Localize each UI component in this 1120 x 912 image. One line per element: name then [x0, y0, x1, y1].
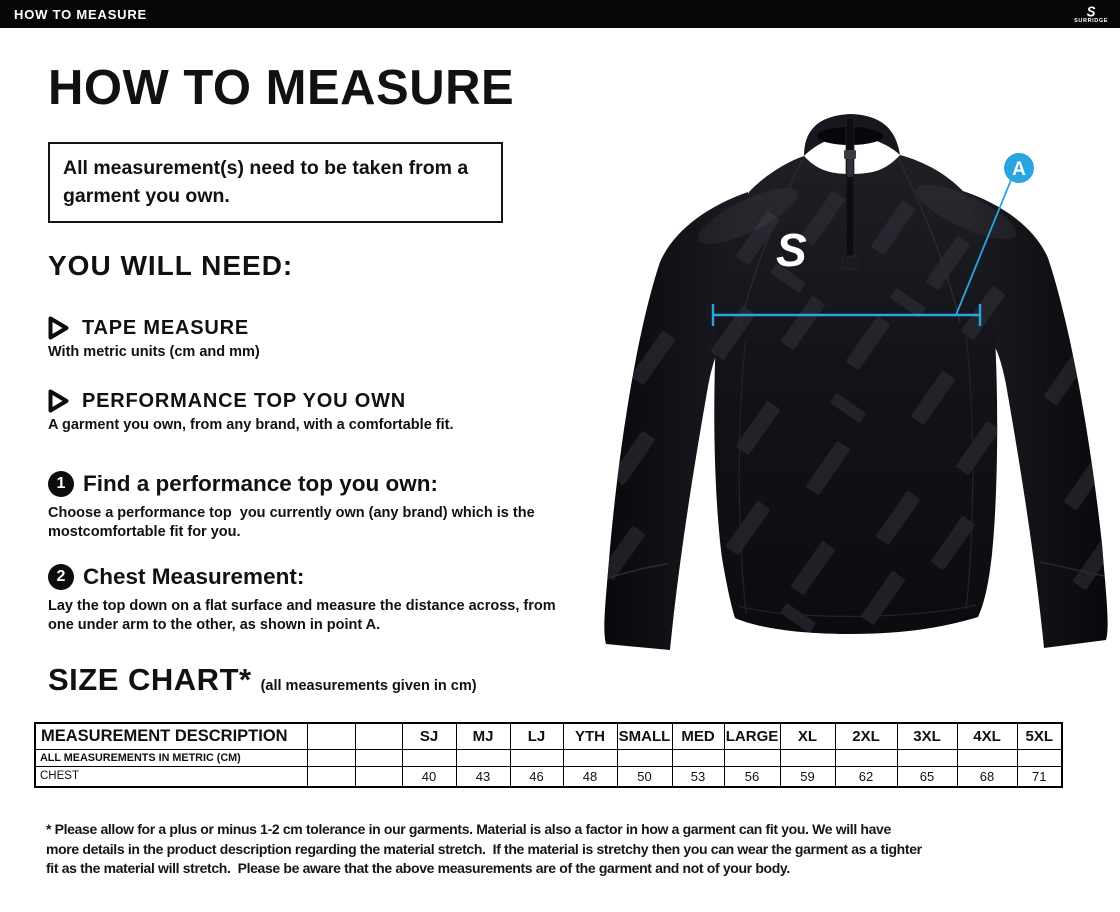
measurement-note: All measurement(s) need to be taken from a garment you own. [48, 142, 503, 223]
col-header-4xl: 4XL [957, 723, 1017, 750]
you-will-need-heading: YOU WILL NEED: [48, 250, 294, 281]
blank-cell [724, 750, 780, 767]
chest-value-mj: 43 [456, 767, 510, 788]
need-item-performance-top [48, 389, 454, 433]
blank-cell [617, 750, 672, 767]
need-item-tape-measure [48, 316, 260, 360]
col-header-description: MEASUREMENT DESCRIPTION [35, 723, 307, 750]
col-header-small: SMALL [617, 723, 672, 750]
col-header-sj: SJ [402, 723, 456, 750]
chest-value-med: 53 [672, 767, 724, 788]
surridge-logo [1074, 5, 1108, 25]
chest-value-lj: 46 [510, 767, 563, 788]
surridge-chest-logo-icon: S [776, 224, 807, 276]
triangle-bullet-icon [48, 316, 69, 340]
chest-value-large: 56 [724, 767, 780, 788]
blank-cell [456, 750, 510, 767]
step-1 [48, 471, 588, 542]
performance-top-image [598, 98, 1120, 670]
step-2 [48, 564, 588, 635]
step-1-number-badge: 1 [48, 471, 74, 497]
triangle-bullet-icon [48, 389, 69, 413]
blank-cell [1017, 750, 1062, 767]
chest-value-sj: 40 [402, 767, 456, 788]
blank-cell [897, 750, 957, 767]
col-header-blank-1 [307, 723, 355, 750]
blank-cell [402, 750, 456, 767]
step-1-title: Find a performance top you own: [83, 471, 439, 496]
size-chart-heading [48, 662, 477, 698]
tolerance-footnote: * Please allow for a plus or minus 1-2 cm tolerance in our garments. Material is also a factor in how a garment can fit you. We will have more details in the product description regarding the material stretch. If the material is stretchy then you can wear the garment as a tighter fit as the material will stretch. Please be aware that the above measurements are of the garment and not of your body. [46, 821, 926, 877]
size-chart-title: SIZE CHART* [48, 662, 252, 697]
chest-row [35, 767, 1062, 788]
step-2-number-badge: 2 [48, 564, 74, 590]
col-header-blank-2 [355, 723, 402, 750]
page-title: HOW TO MEASURE [48, 61, 515, 115]
need-item-label: TAPE MEASURE [82, 316, 250, 339]
step-1-description: Choose a performance top you currently own (any brand) which is the mostcomfortable fit for you. [48, 505, 539, 541]
blank-cell [672, 750, 724, 767]
blank-cell [510, 750, 563, 767]
need-item-description: With metric units (cm and mm) [48, 344, 260, 360]
step-2-title: Chest Measurement: [83, 564, 305, 589]
chest-value-5xl: 71 [1017, 767, 1062, 788]
col-header-xl: XL [780, 723, 835, 750]
blank-cell [355, 767, 402, 788]
table-header-row [35, 723, 1062, 750]
col-header-med: MED [672, 723, 724, 750]
col-header-5xl: 5XL [1017, 723, 1062, 750]
size-chart-table [34, 722, 1063, 788]
blank-cell [835, 750, 897, 767]
chest-value-4xl: 68 [957, 767, 1017, 788]
chest-value-yth: 48 [563, 767, 617, 788]
blank-cell [780, 750, 835, 767]
size-chart-subtitle: (all measurements given in cm) [260, 678, 477, 694]
col-header-lj: LJ [510, 723, 563, 750]
chest-value-small: 50 [617, 767, 672, 788]
zip-line [846, 118, 854, 266]
metric-note-row [35, 750, 1062, 767]
col-header-large: LARGE [724, 723, 780, 750]
col-header-yth: YTH [563, 723, 617, 750]
col-header-2xl: 2XL [835, 723, 897, 750]
col-header-mj: MJ [456, 723, 510, 750]
blank-cell [957, 750, 1017, 767]
need-item-label: PERFORMANCE TOP YOU OWN [82, 389, 406, 412]
surridge-wordmark: SURRIDGE [1074, 17, 1108, 24]
chest-value-xl: 59 [780, 767, 835, 788]
garment-silhouette [604, 155, 1107, 650]
chest-row-label: CHEST [35, 767, 307, 788]
step-2-description: Lay the top down on a flat surface and measure the distance across, from one under arm to the other, as shown in point A. [48, 598, 560, 634]
col-header-3xl: 3XL [897, 723, 957, 750]
metric-note-label: ALL MEASUREMENTS IN METRIC (CM) [35, 750, 307, 767]
blank-cell [355, 750, 402, 767]
blank-cell [563, 750, 617, 767]
surridge-s-icon: S [1086, 3, 1096, 20]
need-item-description: A garment you own, from any brand, with a comfortable fit. [48, 417, 454, 433]
blank-cell [307, 767, 355, 788]
chest-value-3xl: 65 [897, 767, 957, 788]
chest-value-2xl: 62 [835, 767, 897, 788]
app-header [0, 0, 1120, 28]
blank-cell [307, 750, 355, 767]
point-a-label: A [1012, 159, 1026, 180]
header-title: HOW TO MEASURE [14, 6, 148, 22]
